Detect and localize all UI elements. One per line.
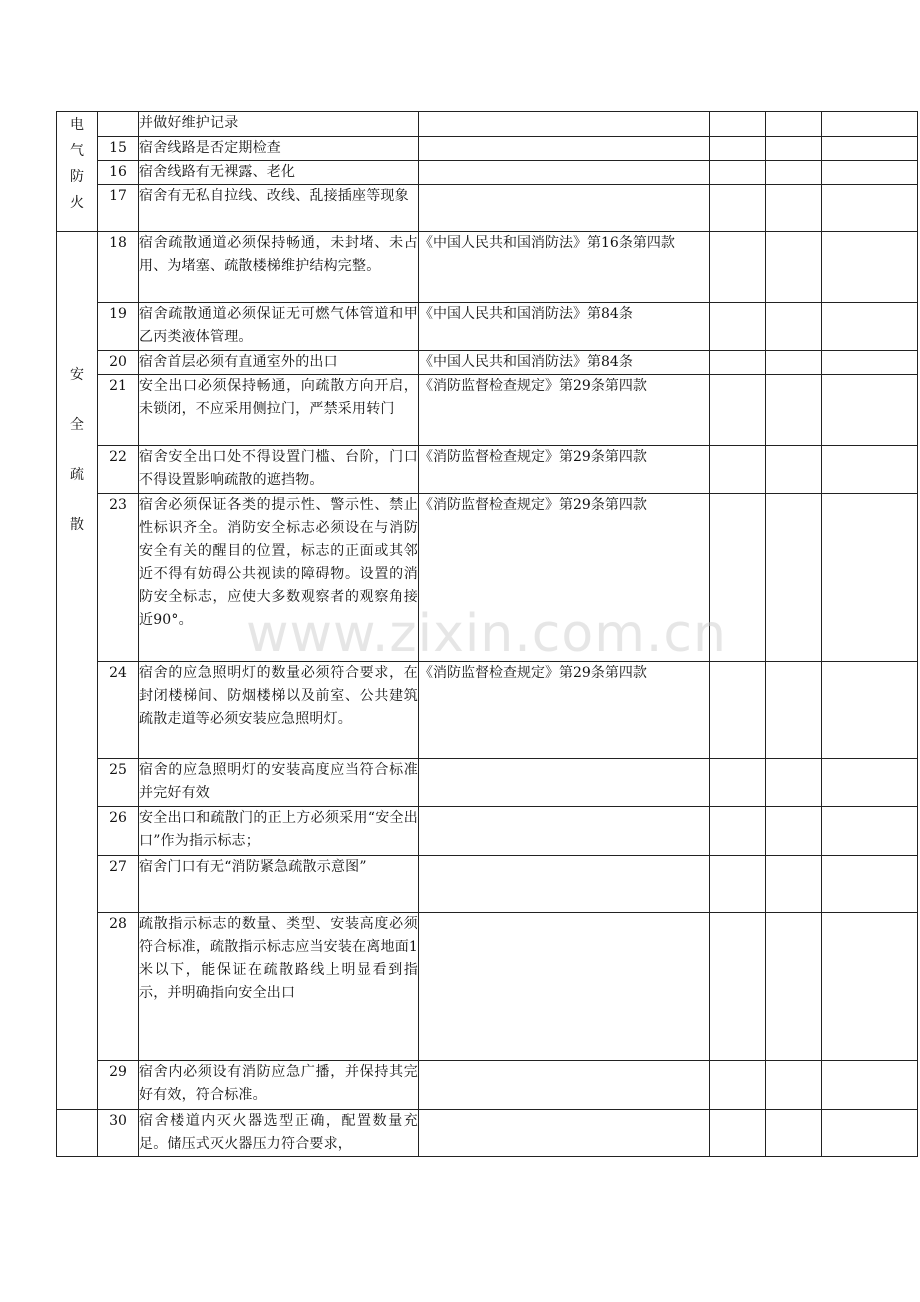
remark-cell[interactable] <box>766 112 822 137</box>
signature-cell[interactable] <box>822 232 918 303</box>
remark-cell[interactable] <box>766 807 822 856</box>
remark-cell[interactable] <box>766 913 822 1061</box>
table-row <box>57 494 918 662</box>
remark-cell[interactable] <box>766 446 822 494</box>
item-content: 宿舍安全出口处不得设置门槛、台阶，门口不得设置影响疏散的遮挡物。 <box>139 446 419 494</box>
item-content: 宿舍线路有无裸露、老化 <box>139 161 419 185</box>
item-legal-basis: 《消防监督检查规定》第29条第四款 <box>419 446 710 494</box>
table-row <box>57 446 918 494</box>
signature-cell[interactable] <box>822 351 918 375</box>
item-number: 17 <box>98 185 139 232</box>
item-content: 宿舍有无私自拉线、改线、乱接插座等现象 <box>139 185 419 232</box>
remark-cell[interactable] <box>766 137 822 161</box>
item-number: 27 <box>98 856 139 913</box>
item-content: 宿舍首层必须有直通室外的出口 <box>139 351 419 375</box>
result-cell[interactable] <box>710 807 766 856</box>
signature-cell[interactable] <box>822 303 918 351</box>
remark-cell[interactable] <box>766 856 822 913</box>
category-char: 疏 <box>70 467 84 483</box>
result-cell[interactable] <box>710 913 766 1061</box>
result-cell[interactable] <box>710 494 766 662</box>
remark-cell[interactable] <box>766 759 822 807</box>
item-legal-basis <box>419 913 710 1061</box>
signature-cell[interactable] <box>822 913 918 1061</box>
item-content: 宿舍线路是否定期检查 <box>139 137 419 161</box>
item-legal-basis <box>419 137 710 161</box>
signature-cell[interactable] <box>822 446 918 494</box>
item-content: 宿舍的应急照明灯的安装高度应当符合标准并完好有效 <box>139 759 419 807</box>
item-legal-basis <box>419 1061 710 1110</box>
category-safe-evacuation <box>57 232 98 1110</box>
category-electrical-fire <box>57 112 98 232</box>
table-row <box>57 161 918 185</box>
item-legal-basis: 《中国人民共和国消防法》第84条 <box>419 351 710 375</box>
remark-cell[interactable] <box>766 232 822 303</box>
item-number: 29 <box>98 1061 139 1110</box>
item-number: 15 <box>98 137 139 161</box>
result-cell[interactable] <box>710 161 766 185</box>
item-content: 安全出口必须保持畅通，向疏散方向开启，未锁闭，不应采用侧拉门，严禁采用转门 <box>139 375 419 446</box>
signature-cell[interactable] <box>822 112 918 137</box>
category-char: 电 <box>70 117 84 133</box>
item-legal-basis <box>419 112 710 137</box>
signature-cell[interactable] <box>822 1110 918 1157</box>
table-row <box>57 856 918 913</box>
remark-cell[interactable] <box>766 303 822 351</box>
item-content: 宿舍内必须设有消防应急广播，并保持其完好有效，符合标准。 <box>139 1061 419 1110</box>
item-legal-basis <box>419 161 710 185</box>
signature-cell[interactable] <box>822 494 918 662</box>
item-legal-basis <box>419 807 710 856</box>
item-number: 30 <box>98 1110 139 1157</box>
category-char: 全 <box>70 417 84 433</box>
remark-cell[interactable] <box>766 375 822 446</box>
remark-cell[interactable] <box>766 161 822 185</box>
item-number: 22 <box>98 446 139 494</box>
remark-cell[interactable] <box>766 494 822 662</box>
table-row <box>57 112 918 137</box>
item-number: 19 <box>98 303 139 351</box>
signature-cell[interactable] <box>822 807 918 856</box>
item-content: 疏散指示标志的数量、类型、安装高度必须符合标准，疏散指示标志应当安装在离地面1米以下，能保证在疏散路线上明显看到指示，并明确指向安全出口 <box>139 913 419 1061</box>
item-number: 21 <box>98 375 139 446</box>
item-content: 安全出口和疏散门的正上方必须采用“安全出口”作为指示标志； <box>139 807 419 856</box>
result-cell[interactable] <box>710 232 766 303</box>
remark-cell[interactable] <box>766 351 822 375</box>
item-number: 18 <box>98 232 139 303</box>
item-legal-basis <box>419 185 710 232</box>
result-cell[interactable] <box>710 112 766 137</box>
item-number: 24 <box>98 662 139 759</box>
item-legal-basis: 《中国人民共和国消防法》第84条 <box>419 303 710 351</box>
table-row <box>57 232 918 303</box>
category-empty <box>57 1110 98 1157</box>
signature-cell[interactable] <box>822 662 918 759</box>
item-content: 并做好维护记录 <box>139 112 419 137</box>
signature-cell[interactable] <box>822 759 918 807</box>
table-row <box>57 662 918 759</box>
table-row <box>57 1110 918 1157</box>
item-content: 宿舍楼道内灭火器选型正确，配置数量充足。储压式灭火器压力符合要求， <box>139 1110 419 1157</box>
item-number: 28 <box>98 913 139 1061</box>
result-cell[interactable] <box>710 137 766 161</box>
table-row <box>57 913 918 1061</box>
item-content: 宿舍疏散通道必须保证无可燃气体管道和甲乙丙类液体管理。 <box>139 303 419 351</box>
item-legal-basis <box>419 856 710 913</box>
signature-cell[interactable] <box>822 161 918 185</box>
item-content: 宿舍的应急照明灯的数量必须符合要求，在封闭楼梯间、防烟楼梯以及前室、公共建筑疏散走道等必须安装应急照明灯。 <box>139 662 419 759</box>
item-content: 宿舍门口有无“消防紧急疏散示意图” <box>139 856 419 913</box>
item-number <box>98 112 139 137</box>
result-cell[interactable] <box>710 759 766 807</box>
result-cell[interactable] <box>710 351 766 375</box>
signature-cell[interactable] <box>822 185 918 232</box>
item-legal-basis: 《中国人民共和国消防法》第16条第四款 <box>419 232 710 303</box>
category-char: 安 <box>70 367 84 383</box>
table-row <box>57 375 918 446</box>
signature-cell[interactable] <box>822 375 918 446</box>
category-char: 散 <box>70 517 84 533</box>
result-cell[interactable] <box>710 1061 766 1110</box>
result-cell[interactable] <box>710 662 766 759</box>
item-number: 20 <box>98 351 139 375</box>
item-number: 23 <box>98 494 139 662</box>
inspection-table <box>56 111 918 1157</box>
item-number: 25 <box>98 759 139 807</box>
result-cell[interactable] <box>710 303 766 351</box>
remark-cell[interactable] <box>766 1061 822 1110</box>
table-row <box>57 137 918 161</box>
item-content: 宿舍疏散通道必须保持畅通，未封堵、未占用、为堵塞、疏散楼梯维护结构完整。 <box>139 232 419 303</box>
result-cell[interactable] <box>710 856 766 913</box>
remark-cell[interactable] <box>766 185 822 232</box>
signature-cell[interactable] <box>822 1061 918 1110</box>
item-legal-basis: 《消防监督检查规定》第29条第四款 <box>419 375 710 446</box>
result-cell[interactable] <box>710 1110 766 1157</box>
table-row <box>57 1061 918 1110</box>
watermark: www.zixin.com.cn <box>246 604 727 664</box>
item-number: 26 <box>98 807 139 856</box>
signature-cell[interactable] <box>822 137 918 161</box>
item-legal-basis <box>419 759 710 807</box>
remark-cell[interactable] <box>766 662 822 759</box>
table-row <box>57 303 918 351</box>
table-row <box>57 759 918 807</box>
item-legal-basis <box>419 1110 710 1157</box>
item-legal-basis: 《消防监督检查规定》第29条第四款 <box>419 662 710 759</box>
category-char: 火 <box>70 195 84 211</box>
item-number: 16 <box>98 161 139 185</box>
remark-cell[interactable] <box>766 1110 822 1157</box>
signature-cell[interactable] <box>822 856 918 913</box>
result-cell[interactable] <box>710 446 766 494</box>
category-char: 防 <box>70 169 84 185</box>
category-char: 气 <box>70 143 84 159</box>
item-content: 宿舍必须保证各类的提示性、警示性、禁止性标识齐全。消防安全标志必须设在与消防安全有关的醒目的位置，标志的正面或其邻近不得有妨碍公共视读的障碍物。设置的消防安全标志，应使大多数观察者的观察角接近90°。 <box>139 494 419 662</box>
result-cell[interactable] <box>710 185 766 232</box>
table-row <box>57 185 918 232</box>
result-cell[interactable] <box>710 375 766 446</box>
table-row <box>57 807 918 856</box>
table-row <box>57 351 918 375</box>
item-legal-basis: 《消防监督检查规定》第29条第四款 <box>419 494 710 662</box>
